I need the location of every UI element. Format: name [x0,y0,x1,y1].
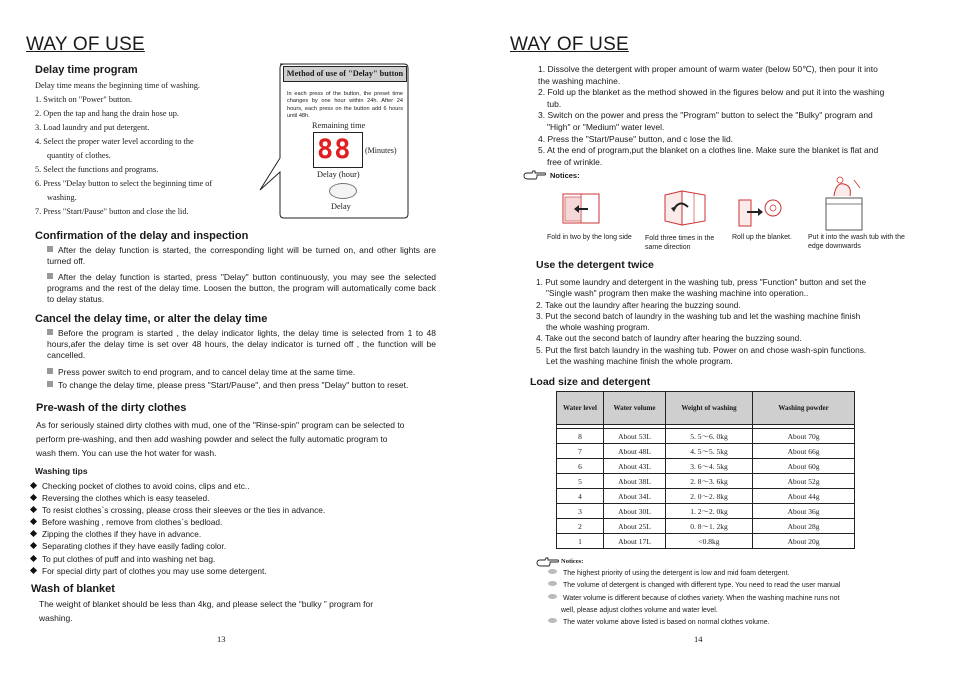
table-cell: 2. 0～2. 8kg [666,489,753,504]
table-cell: About 60g [753,459,855,474]
table-cell: About 66g [753,444,855,459]
blanket-step: "High" or "Medium" water level. [547,121,665,132]
notice-text: The highest priority of using the detergent is low and mid foam detergent. [563,570,790,577]
tip-item [31,492,451,504]
prewash-line: As for seriously stained dirty clothes with mud, one of the "Rinse-spin" program can be selected to [36,420,405,430]
notices2-label: Notices: [561,558,584,565]
table-cell: About 44g [753,489,855,504]
delay-line: quantity of clothes. [47,151,111,160]
notice-item [548,580,928,592]
table-cell: About 52g [753,474,855,489]
table-cell: 2. 8～3. 6kg [666,474,753,489]
tip-text: To resist clothes`s crossing, please cross their sleeves or the ties in advance. [42,505,326,516]
blanket-step: free of wrinkle. [547,156,603,167]
washing-tips-list [31,480,451,577]
blanket-step: 1. Dissolve the detergent with proper amount of warm water (below 50℃), then pour it into [538,64,878,74]
washing-tips-title: Washing tips [35,466,88,476]
pointing-hand-icon [523,170,547,181]
put-into-tub-illustration [820,174,866,232]
cancel-delay-title: Cancel the delay time, or alter the delay time [35,313,268,325]
table-cell: 1 [557,534,604,549]
table-cell: 5. 5～6. 0kg [666,429,753,444]
tip-text: Before washing , remove from clothes`s bedload. [42,517,223,528]
delay-box-title: Method of use of "Delay" button [283,66,407,82]
tip-item [31,565,451,577]
bullet-diamond [30,482,37,489]
tip-text: Zipping the clothes if they have in advance. [42,529,202,540]
page-number-right: 14 [694,634,703,644]
table-cell: 3 [557,504,604,519]
fold-three-times-illustration [662,189,708,227]
notices-label: Notices: [550,171,580,180]
bullet-diamond [30,506,37,513]
wash-blanket-text [39,597,459,625]
confirmation-item-text: After the delay function is started, the corresponding light will be turned on, and other lights are turned off. [47,245,436,267]
notice-text: well, please adjust clothes volume and water level. [561,606,718,614]
delay-time-steps [35,79,275,219]
table-cell: 5 [557,474,604,489]
table-cell: About 17L [604,534,666,549]
detergent-step: Let the washing machine finish the whole program. [546,356,733,367]
detergent-step: 1. Put some laundry and detergent in the washing tub, press "Function" button and set the [536,277,867,287]
table-row [557,429,855,444]
table-cell: About 36g [753,504,855,519]
delay-line: 7. Press "Start/Pause" button and close the lid. [35,207,189,216]
tip-text: Checking pocket of clothes to avoid coins, clips and etc.. [42,481,250,491]
bullet-diamond [30,494,37,501]
table-cell: 3. 6～4. 5kg [666,459,753,474]
tip-item [31,516,451,528]
figure-caption: Roll up the blanket. [732,234,792,241]
delay-display [313,132,363,168]
bullet-diamond [30,567,37,574]
delay-line: 2. Open the tap and hang the drain hose up. [35,109,180,118]
confirmation-item [47,272,436,306]
table-cell: About 30L [604,504,666,519]
notice-item [548,617,928,629]
table-row [557,534,855,549]
table-cell: About 43L [604,459,666,474]
notice-text: The water volume above listed is based on normal clothes volume. [563,619,770,626]
wash-blanket-title: Wash of blanket [31,583,115,595]
cancel-item [47,380,447,391]
roll-up-blanket-illustration [737,194,783,230]
table-row [557,504,855,519]
bullet-oval [548,569,557,574]
tip-item [31,528,451,540]
table-row [557,489,855,504]
detergent-step: 3. Put the second batch of laundry in the washing tub and let the washing machine finish [536,310,861,321]
table-header: Washing powder [753,392,855,425]
remaining-time-label: Remaining time [312,121,366,130]
prewash-text [36,418,456,460]
tip-item [31,540,451,552]
prewash-title: Pre-wash of the dirty clothes [36,402,187,414]
table-cell: 7 [557,444,604,459]
table-cell: About 70g [753,429,855,444]
notice-text: Water volume is different because of clothes variety. When the washing machine runs not [563,595,840,602]
blanket-step: 5. At the end of program,put the blanket on a clothes line. Make sure the blanket is flat and [538,145,879,156]
table-cell: 6 [557,459,604,474]
table-cell: <0.8kg [666,534,753,549]
prewash-line: perform pre-washing, and then add washing powder and select the fully automatic program to [36,434,388,444]
cancel-item [47,328,436,362]
delay-display-digits: 88 [317,134,352,165]
detergent-twice-steps [536,277,926,367]
notice-item [548,593,928,605]
table-cell: 4. 5～5. 5kg [666,444,753,459]
bullet-oval [548,581,557,586]
table-header-row [557,392,855,425]
tip-item [31,553,451,565]
bullet-diamond [30,518,37,525]
left-page-heading: WAY OF USE [26,34,145,55]
page-number-left: 13 [217,634,226,644]
table-cell: About 38L [604,474,666,489]
cancel-item-text: Press power switch to end program, and to cancel delay time at the same time. [58,367,356,377]
notice-text: The volume of detergent is changed with different type. You need to read the user manual [563,581,841,589]
bullet-square [47,381,53,387]
table-cell: About 34L [604,489,666,504]
confirmation-item [47,245,436,267]
minutes-label: (Minutes) [365,146,397,155]
table-row [557,519,855,534]
blanket-step: 4. Press the "Start/Pause" button, and c lose the lid. [538,133,734,144]
bullet-oval [548,594,557,599]
cancel-item [47,367,436,378]
delay-box-text: In each press of the button, the preset time changes by one hour within 24h. After 24 hours, each press on the button add 6 hours until 48h. [287,91,403,119]
tip-text: For special dirty part of clothes you may use some detergent. [42,565,267,576]
load-size-table [556,391,855,549]
delay-hour-label: Delay (hour) [317,170,360,179]
blanket-line: The weight of blanket should be less than 4kg, and please select the “bulky ” program for [39,599,374,609]
table-cell: 0. 8～1. 2kg [666,519,753,534]
blanket-step: 2. Fold up the blanket as the method showed in the figures below and put it into the washing [538,87,885,98]
pointing-hand-icon [536,557,560,568]
blanket-step: the washing machine. [538,75,621,86]
table-cell: 2 [557,519,604,534]
delay-time-title: Delay time program [35,64,138,76]
table-cell: About 48L [604,444,666,459]
load-size-title: Load size and detergent [530,376,651,388]
table-cell: 8 [557,429,604,444]
blanket-line: washing. [39,613,73,623]
delay-line: 3. Load laundry and put detergent. [35,123,150,132]
confirmation-item-text: After the delay function is started, press "Delay" button continuously, you may see the selected programs and the rest of the delay time. Loosen the button, the program will automatically come back to delay status. [47,272,436,305]
bullet-square [47,273,53,279]
bullet-diamond [30,555,37,562]
notice-item [548,568,928,580]
detergent-twice-title: Use the detergent twice [536,259,654,271]
delay-button-shape[interactable] [329,183,357,199]
table-cell: About 25L [604,519,666,534]
detergent-step: the whole washing program. [546,322,650,333]
tip-item [31,480,451,492]
table-cell: About 20g [753,534,855,549]
bullet-oval [548,618,557,623]
detergent-step: 4. Take out the second batch of laundry after hearing the buzzing sound. [536,333,802,344]
bullet-square [47,329,53,335]
bullet-square [47,246,53,252]
cancel-item-text: To change the delay time, please press "Start/Pause", and then press "Delay" button to reset. [58,380,409,390]
table-header: Water level [557,392,604,425]
bullet-diamond [30,542,37,549]
fold-in-two-illustration [562,193,600,225]
tip-text: Separating clothes if they have easily fading color. [42,541,227,552]
notice-item [548,605,928,617]
detergent-step: 5. Put the first batch laundry in the washing tub. Power on and chose wash-spin functions. [536,344,867,355]
delay-line: 6. Press "Delay button to select the beginning time of [35,179,213,188]
tip-text: To put clothes of puff and into washing net bag. [42,553,216,564]
tip-text: Reversing the clothes which is easy teaseled. [42,493,210,504]
table-cell: 4 [557,489,604,504]
figure-caption: Fold three times in the same direction [645,235,715,251]
figure-caption: Put it into the wash tub with the edge downwards [808,234,905,250]
delay-line: 1. Switch on "Power" button. [35,95,133,104]
detergent-step: 2. Take out the laundry after hearing the buzzing sound. [536,299,741,310]
table-row [557,459,855,474]
table-cell: About 53L [604,429,666,444]
figure-caption: Fold in two by the long side [547,234,632,241]
delay-line: 5. Select the functions and programs. [35,165,159,174]
delay-line: washing. [47,193,77,202]
table-row [557,474,855,489]
bullet-diamond [30,530,37,537]
table-cell: About 28g [753,519,855,534]
notices2-list [548,568,928,629]
delay-button-label: Delay [331,202,351,211]
table-header: Water volume [604,392,666,425]
confirmation-title: Confirmation of the delay and inspection [35,230,249,242]
right-page-heading: WAY OF USE [510,34,629,55]
delay-line: 4. Select the proper water level according to the [35,137,194,146]
cancel-item-text: Before the program is started , the delay indicator lights, the delay time is selected from 1 to 48 hours,afer the delay time is set over 48 hours, the delay indicator is turned off , the function will be cancelled. [47,328,436,361]
table-header: Weight of washing [666,392,753,425]
tip-item [31,504,451,516]
blanket-steps [538,64,918,168]
detergent-step: "Single wash" program then make the washing machine into operation.. [546,288,809,299]
table-cell: 1. 2～2. 0kg [666,504,753,519]
delay-line: Delay time means the beginning time of washing. [35,81,200,90]
prewash-line: wash them. You can use the hot water for wash. [36,448,217,458]
table-row [557,444,855,459]
blanket-step: 3. Switch on the power and press the "Program" button to select the "Bulky" program and [538,110,873,121]
bullet-square [47,368,53,374]
blanket-step: tub. [547,98,562,109]
